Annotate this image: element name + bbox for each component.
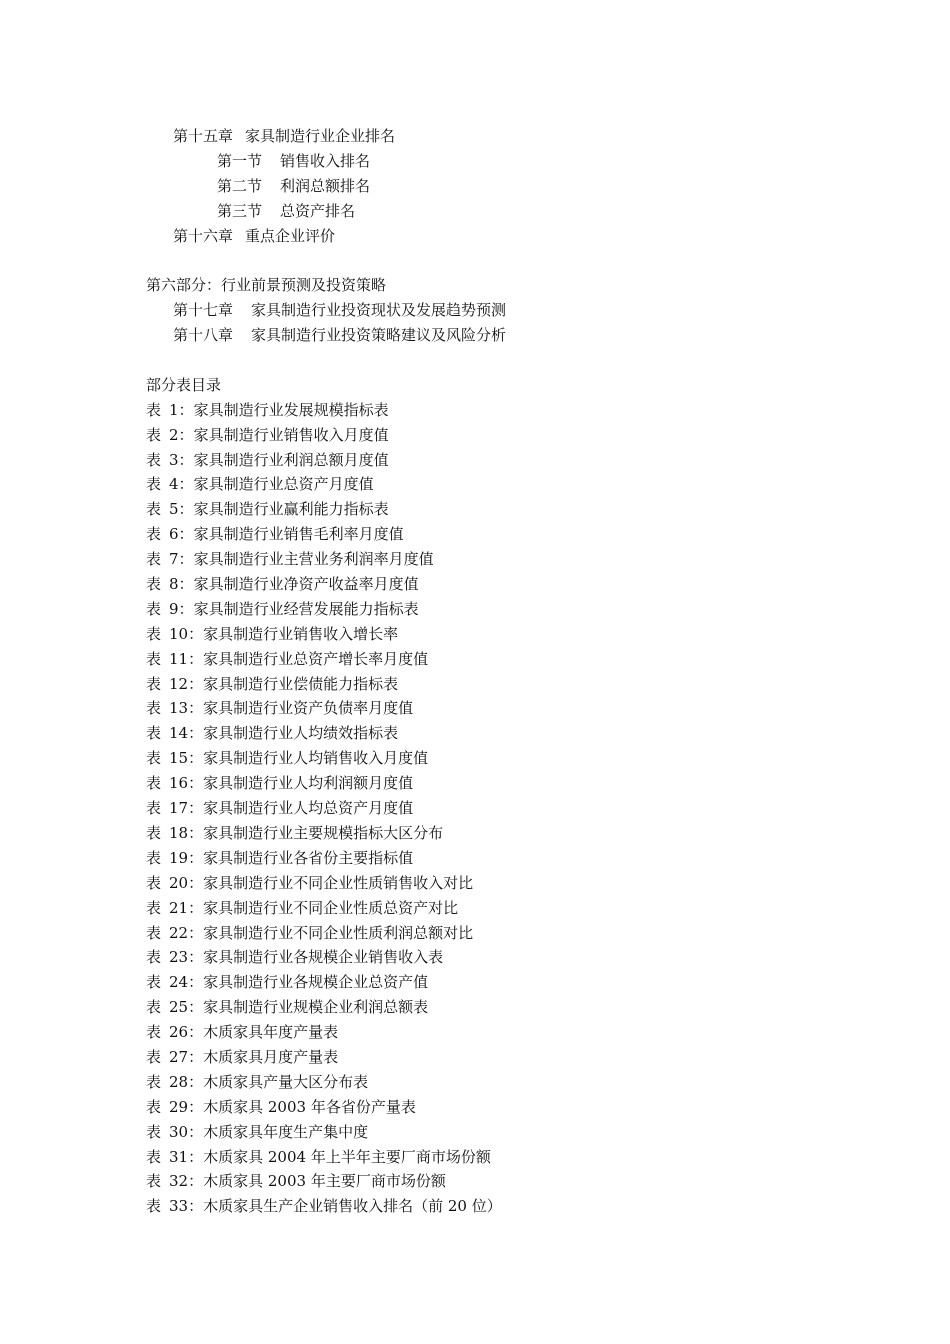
table-list-item [146,472,846,497]
chapter-17-heading [146,298,846,323]
table-list-item [146,1145,846,1170]
table-list-item [146,448,846,473]
table-title: 家具制造行业不同企业性质销售收入对比 [203,873,474,892]
table-prefix: 表 [146,550,162,569]
table-number: 9： [169,599,194,618]
table-prefix: 表 [146,649,162,668]
table-list-item [146,821,846,846]
table-number: 15： [169,749,204,768]
table-number: 3： [169,450,194,469]
table-title: 家具制造行业各规模企业销售收入表 [203,948,444,967]
section-entry [146,149,846,174]
table-list-item [146,423,846,448]
table-prefix: 表 [146,873,162,892]
table-prefix: 表 [146,500,162,519]
table-title: 木质家具 2003 年各省份产量表 [203,1097,416,1116]
chapter-title: 家具制造行业投资策略建议及风险分析 [251,326,507,345]
table-number: 26： [169,1023,204,1042]
table-prefix: 表 [146,450,162,469]
table-title: 家具制造行业主营业务利润率月度值 [193,550,434,569]
table-prefix: 表 [146,425,162,444]
table-number: 33： [169,1197,204,1216]
table-title: 家具制造行业净资产收益率月度值 [193,575,419,594]
table-list-item [146,522,846,547]
table-list-item [146,622,846,647]
table-title: 家具制造行业经营发展能力指标表 [193,599,419,618]
table-number: 31： [169,1147,204,1166]
table-prefix: 表 [146,1023,162,1042]
table-number: 5： [169,500,194,519]
table-number: 11： [169,649,204,668]
table-list-item [146,871,846,896]
table-prefix: 表 [146,799,162,818]
table-prefix: 表 [146,998,162,1017]
table-prefix: 表 [146,1197,162,1216]
table-list-item [146,1169,846,1194]
section-entry [146,199,846,224]
table-title: 家具制造行业总资产月度值 [193,475,374,494]
table-prefix: 表 [146,575,162,594]
table-number: 16： [169,774,204,793]
table-list-item [146,1020,846,1045]
table-title: 家具制造行业人均利润额月度值 [203,774,414,793]
table-title: 木质家具产量大区分布表 [203,1072,369,1091]
section-title: 利润总额排名 [280,176,371,195]
table-prefix: 表 [146,923,162,942]
table-number: 27： [169,1047,204,1066]
table-list-item [146,945,846,970]
table-list-item [146,995,846,1020]
table-title: 家具制造行业发展规模指标表 [193,400,389,419]
table-list-item [146,696,846,721]
section-title: 总资产排名 [280,201,356,220]
table-list-item [146,647,846,672]
table-number: 18： [169,823,204,842]
table-number: 19： [169,848,204,867]
chapter-title: 家具制造行业企业排名 [245,127,396,145]
table-title: 家具制造行业人均销售收入月度值 [203,749,429,768]
table-list-item [146,497,846,522]
table-prefix: 表 [146,699,162,718]
table-number: 25： [169,998,204,1017]
table-prefix: 表 [146,973,162,992]
table-list-item [146,1194,846,1219]
table-prefix: 表 [146,1047,162,1066]
table-number: 22： [169,923,204,942]
table-number: 30： [169,1122,204,1141]
chapter-number: 第十七章 [173,301,234,320]
page-content [146,124,846,1219]
table-list-item [146,1095,846,1120]
table-list-item [146,672,846,697]
chapter-number: 第十六章 [173,226,234,245]
table-title: 木质家具年度生产集中度 [203,1122,369,1141]
table-prefix: 表 [146,774,162,793]
chapter-18-heading [146,323,846,348]
table-list-item [146,771,846,796]
table-title: 家具制造行业各规模企业总资产值 [203,973,429,992]
table-title: 木质家具 2003 年主要厂商市场份额 [203,1172,446,1191]
table-title: 木质家具年度产量表 [203,1023,339,1042]
spacer [146,248,846,273]
table-number: 8： [169,575,194,594]
table-number: 28： [169,1072,204,1091]
table-prefix: 表 [146,948,162,967]
section-number: 第二节 [217,176,263,195]
table-title: 家具制造行业利润总额月度值 [193,450,389,469]
table-title: 家具制造行业总资产增长率月度值 [203,649,429,668]
table-list-item [146,721,846,746]
spacer [146,348,846,373]
table-title: 家具制造行业不同企业性质利润总额对比 [203,923,474,942]
table-prefix: 表 [146,475,162,494]
chapter-16-heading [146,224,846,249]
table-number: 32： [169,1172,204,1191]
table-title: 家具制造行业销售毛利率月度值 [193,525,404,544]
chapter-number: 第十八章 [173,326,234,345]
table-list-item [146,846,846,871]
table-prefix: 表 [146,624,162,643]
table-prefix: 表 [146,1122,162,1141]
table-title: 家具制造行业销售收入增长率 [203,624,399,643]
table-list-item [146,746,846,771]
section-number: 第一节 [217,151,263,170]
table-prefix: 表 [146,848,162,867]
table-list-item [146,398,846,423]
table-prefix: 表 [146,1147,162,1166]
table-number: 20： [169,873,204,892]
table-title: 家具制造行业赢利能力指标表 [193,500,389,519]
table-title: 家具制造行业不同企业性质总资产对比 [203,898,459,917]
table-number: 1： [169,400,194,419]
chapter-number: 第十五章 [173,127,234,145]
table-title: 家具制造行业规模企业利润总额表 [203,998,429,1017]
section-number: 第三节 [217,201,263,220]
table-list-item [146,896,846,921]
table-title: 家具制造行业人均绩效指标表 [203,724,399,743]
table-prefix: 表 [146,525,162,544]
table-prefix: 表 [146,674,162,693]
table-number: 7： [169,550,194,569]
table-prefix: 表 [146,749,162,768]
table-number: 12： [169,674,204,693]
chapter-title: 重点企业评价 [245,226,336,245]
table-title: 木质家具月度产量表 [203,1047,339,1066]
table-number: 24： [169,973,204,992]
table-list-item [146,572,846,597]
table-prefix: 表 [146,724,162,743]
table-list-item [146,597,846,622]
table-title: 家具制造行业资产负债率月度值 [203,699,414,718]
table-title: 家具制造行业各省份主要指标值 [203,848,414,867]
table-list-item [146,970,846,995]
chapter-title: 家具制造行业投资现状及发展趋势预测 [251,301,507,320]
section-title: 销售收入排名 [280,151,371,170]
section-entry [146,174,846,199]
table-number: 17： [169,799,204,818]
table-list-item [146,547,846,572]
table-number: 23： [169,948,204,967]
table-list-item [146,796,846,821]
table-title: 家具制造行业人均总资产月度值 [203,799,414,818]
table-title: 木质家具生产企业销售收入排名（前 20 位） [203,1197,502,1216]
table-list-item [146,1070,846,1095]
table-number: 6： [169,525,194,544]
table-number: 21： [169,898,204,917]
table-prefix: 表 [146,1072,162,1091]
table-title: 家具制造行业主要规模指标大区分布 [203,823,444,842]
table-title: 家具制造行业销售收入月度值 [193,425,389,444]
table-list-heading: 部分表目录 [146,375,222,394]
table-title: 木质家具 2004 年上半年主要厂商市场份额 [203,1147,491,1166]
table-list [146,398,846,1219]
table-list-item [146,921,846,946]
table-title: 家具制造行业偿债能力指标表 [203,674,399,693]
part-6-heading: 第六部分：行业前景预测及投资策略 [146,276,387,295]
table-prefix: 表 [146,898,162,917]
table-prefix: 表 [146,823,162,842]
table-number: 13： [169,699,204,718]
table-number: 29： [169,1097,204,1116]
chapter-15-heading [146,124,846,149]
table-number: 14： [169,724,204,743]
table-list-item [146,1045,846,1070]
table-prefix: 表 [146,1097,162,1116]
table-prefix: 表 [146,400,162,419]
table-prefix: 表 [146,1172,162,1191]
table-number: 4： [169,475,194,494]
table-number: 10： [169,624,204,643]
table-number: 2： [169,425,194,444]
table-list-item [146,1120,846,1145]
table-prefix: 表 [146,599,162,618]
